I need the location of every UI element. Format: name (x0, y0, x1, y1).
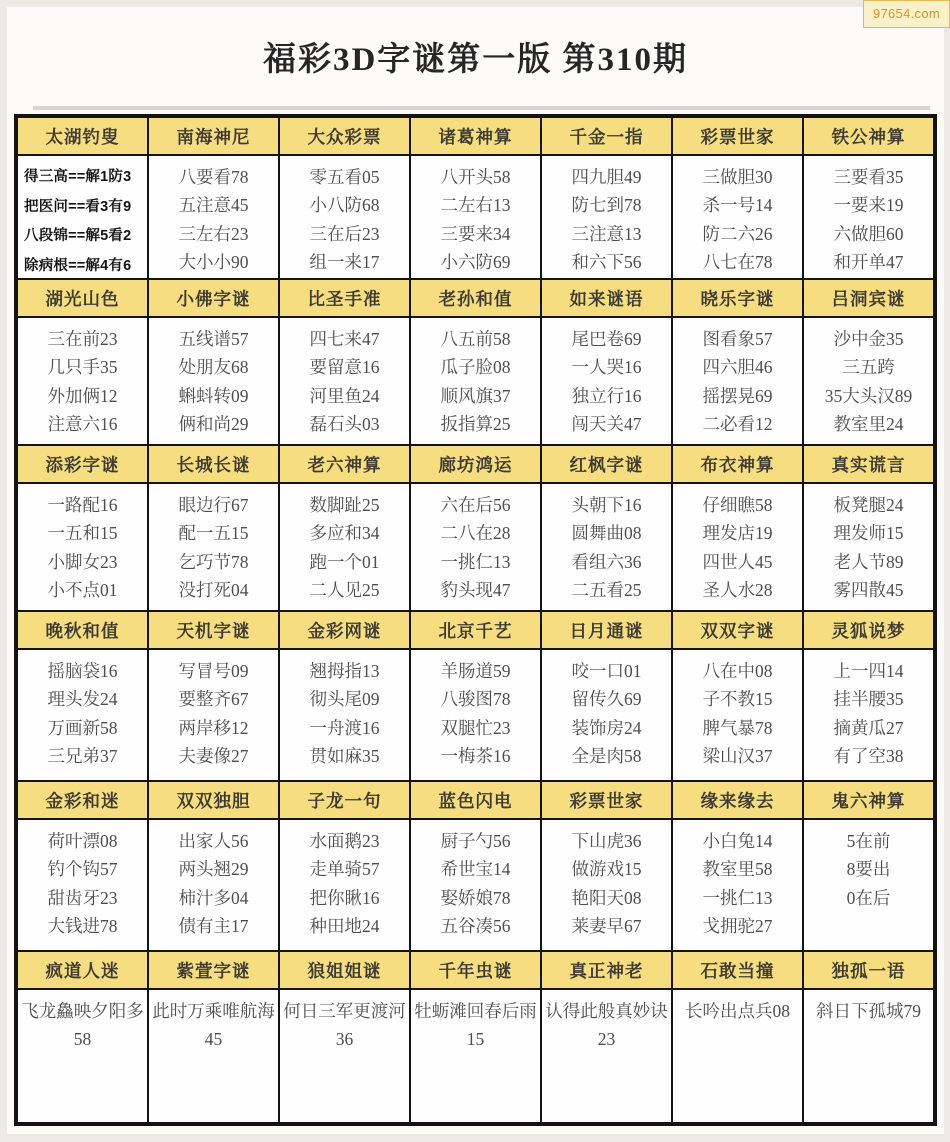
cell-title: 鬼六神算 (803, 781, 934, 819)
riddle-line: 顺风旗37 (440, 385, 511, 406)
riddle-line: 要留意16 (309, 357, 380, 378)
title-divider (33, 106, 930, 110)
riddle-line: 把你瞅16 (309, 887, 380, 908)
cell-title: 北京千艺 (410, 611, 541, 649)
cell-content (279, 155, 410, 279)
table-section (17, 951, 934, 1123)
cell-title: 金彩和迷 (17, 781, 148, 819)
cell-content (803, 483, 934, 611)
cell-content (279, 819, 410, 951)
riddle-line: 八七在78 (702, 252, 773, 273)
riddle-line: 仔细瞧58 (702, 495, 773, 515)
riddle-line: 种田地24 (309, 916, 380, 937)
watermark-badge: 97654.com (863, 0, 950, 28)
riddle-line: 做游戏15 (571, 859, 642, 880)
riddle-line: 柿汁多04 (178, 887, 249, 908)
riddle-line: 看组六36 (571, 551, 642, 572)
cell-title: 缘来缘去 (672, 781, 803, 819)
riddle-line: 娶娇娘78 (440, 887, 511, 908)
cell-content (148, 317, 279, 445)
cell-content (410, 649, 541, 781)
riddle-line: 三兄弟37 (47, 746, 118, 767)
cell-title: 双双独胆 (148, 781, 279, 819)
riddle-line: 没打死04 (178, 580, 249, 601)
riddle-line: 二必看12 (702, 414, 773, 435)
riddle-line: 四六胆46 (702, 357, 773, 378)
riddle-line: 四九胆49 (571, 167, 642, 187)
cell-title: 比圣手准 (279, 279, 410, 317)
cell-content (279, 317, 410, 445)
riddle-line: 认得此般真妙诀23 (545, 1001, 668, 1050)
riddle-line: 教室里24 (833, 414, 904, 435)
riddle-line: 二八在28 (440, 523, 511, 544)
riddle-line: 夫妻像27 (178, 746, 249, 767)
riddle-line: 教室里58 (702, 859, 773, 880)
riddle-line: 把医问==看3有9 (24, 198, 132, 215)
riddle-line: 摘黄瓜27 (833, 717, 904, 738)
cell-content (17, 649, 148, 781)
riddle-line: 闯天关47 (571, 414, 642, 435)
riddle-line: 注意六16 (47, 414, 118, 435)
riddle-line: 钓个钩57 (47, 859, 118, 880)
cell-content (803, 317, 934, 445)
riddle-line: 长吟出点兵08 (685, 1001, 790, 1021)
riddle-line: 豹头现47 (440, 580, 511, 601)
cell-content (541, 155, 672, 279)
riddle-line: 四七来47 (309, 329, 380, 349)
cell-content (672, 155, 803, 279)
riddle-line: 磊石头03 (309, 414, 380, 435)
riddle-line: 多应和34 (309, 523, 380, 544)
riddle-line: 子不教15 (702, 689, 773, 710)
riddle-line: 债有主17 (178, 916, 249, 937)
cell-title: 晚秋和值 (17, 611, 148, 649)
cell-title: 老孙和值 (410, 279, 541, 317)
riddle-line: 厨子勺56 (440, 831, 511, 851)
riddle-line: 跑一个01 (309, 551, 380, 572)
riddle-line: 一路配16 (47, 495, 118, 515)
cell-content (541, 989, 672, 1123)
riddle-line: 数脚趾25 (309, 495, 380, 515)
riddle-line: 八段锦==解5看2 (24, 228, 132, 245)
riddle-line: 万画新58 (47, 717, 118, 738)
riddle-line: 配一五15 (178, 523, 249, 544)
riddle-line: 六做胆60 (833, 223, 904, 244)
cell-content (410, 989, 541, 1123)
riddle-line: 得三高==解1防3 (24, 169, 132, 185)
riddle-line: 零五看05 (309, 167, 380, 187)
riddle-line: 眼边行67 (178, 495, 249, 515)
riddle-line: 瓜子脸08 (440, 357, 511, 378)
riddle-line: 一舟渡16 (309, 717, 380, 738)
cell-content (803, 649, 934, 781)
cell-content (803, 989, 934, 1123)
riddle-line: 双腿忙23 (440, 717, 511, 738)
riddle-line: 要整齐67 (178, 689, 249, 710)
riddle-line: 杀一号14 (702, 195, 773, 216)
cell-title: 老六神算 (279, 445, 410, 483)
riddle-line: 河里鱼24 (309, 385, 380, 406)
cell-title: 双双字谜 (672, 611, 803, 649)
riddle-line: 留传久69 (571, 689, 642, 710)
riddle-line: 35大头汉89 (824, 385, 913, 406)
riddle-line: 希世宝14 (440, 859, 511, 880)
riddle-line: 两头翘29 (178, 859, 249, 880)
cell-content (279, 649, 410, 781)
riddle-line: 牡蛎滩回春后雨15 (414, 1001, 537, 1050)
cell-content (672, 989, 803, 1123)
cell-title: 晓乐字谜 (672, 279, 803, 317)
cell-content (541, 317, 672, 445)
riddle-line: 5在前 (846, 831, 891, 851)
cell-content (17, 155, 148, 279)
riddle-line: 六在后56 (440, 495, 511, 515)
riddle-line: 理头发24 (47, 689, 118, 710)
cell-title: 铁公神算 (803, 117, 934, 155)
riddle-line: 五谷凑56 (440, 916, 511, 937)
riddle-line: 板凳腿24 (833, 495, 904, 515)
riddle-line: 脾气暴78 (702, 717, 773, 738)
riddle-line: 五线谱57 (178, 329, 249, 349)
cell-title: 长城长谜 (148, 445, 279, 483)
cell-title: 真实谎言 (803, 445, 934, 483)
riddle-line: 大钱进78 (47, 916, 118, 937)
cell-title: 千年虫谜 (410, 951, 541, 989)
cell-title: 太湖钓叟 (17, 117, 148, 155)
table-section (17, 781, 934, 951)
cell-content (803, 819, 934, 951)
riddle-line: 三注意13 (571, 223, 642, 244)
cell-content (148, 649, 279, 781)
cell-content (410, 819, 541, 951)
riddle-line: 斜日下孤城79 (816, 1001, 921, 1021)
cell-title: 廊坊鸿运 (410, 445, 541, 483)
cell-title: 添彩字谜 (17, 445, 148, 483)
riddle-line: 三要看35 (833, 167, 904, 187)
riddle-line: 三在前23 (47, 329, 118, 349)
table-section (17, 117, 934, 279)
riddle-line: 梁山汉37 (702, 746, 773, 767)
cell-content (541, 483, 672, 611)
cell-title: 南海神尼 (148, 117, 279, 155)
cell-content (17, 317, 148, 445)
cell-content (148, 819, 279, 951)
cell-content (17, 819, 148, 951)
riddle-line: 下山虎36 (571, 831, 642, 851)
riddle-line: 八在中08 (702, 661, 773, 681)
riddle-line: 翘拇指13 (309, 661, 380, 681)
riddle-line: 摇摆晃69 (702, 385, 773, 406)
riddle-line: 尾巴卷69 (571, 329, 642, 349)
riddle-line: 二人见25 (309, 580, 380, 601)
riddle-line: 大小小90 (178, 252, 249, 273)
riddle-line: 荷叶漂08 (47, 831, 118, 851)
riddle-line: 甜齿牙23 (47, 887, 118, 908)
cell-title: 蓝色闪电 (410, 781, 541, 819)
cell-title: 独孤一语 (803, 951, 934, 989)
riddle-line: 一五和15 (47, 523, 118, 544)
cell-content (803, 155, 934, 279)
riddle-line: 写冒号09 (178, 661, 249, 681)
cell-content (672, 819, 803, 951)
riddle-line: 三在后23 (309, 223, 380, 244)
riddle-line: 独立行16 (571, 385, 642, 406)
cell-title: 湖光山色 (17, 279, 148, 317)
cell-content (672, 317, 803, 445)
riddle-line: 小白兔14 (702, 831, 773, 851)
cell-content (148, 483, 279, 611)
riddle-line: 八骏图78 (440, 689, 511, 710)
cell-content (17, 989, 148, 1123)
riddle-line: 老人节89 (833, 551, 904, 572)
riddle-line: 挂半腰35 (833, 689, 904, 710)
cell-title: 灵狐说梦 (803, 611, 934, 649)
riddle-line: 贯如麻35 (309, 746, 380, 767)
riddle-line: 蝌蚪转09 (178, 385, 249, 406)
riddle-line: 上一四14 (833, 661, 904, 681)
riddle-line: 四世人45 (702, 551, 773, 572)
riddle-line: 和六下56 (571, 252, 642, 273)
cell-content (541, 649, 672, 781)
table-section (17, 279, 934, 445)
cell-content (672, 483, 803, 611)
riddle-line: 小不点01 (47, 580, 118, 601)
cell-content (541, 819, 672, 951)
cell-title: 紫萱字谜 (148, 951, 279, 989)
riddle-line: 8要出 (846, 859, 891, 880)
riddle-line: 圣人水28 (702, 580, 773, 601)
riddle-line: 一梅茶16 (440, 746, 511, 767)
cell-title: 大众彩票 (279, 117, 410, 155)
riddle-line: 二左右13 (440, 195, 511, 216)
riddle-line: 咬一口01 (571, 661, 642, 681)
riddle-line: 组一来17 (309, 252, 380, 273)
riddle-line: 理发店19 (702, 523, 773, 544)
table-section (17, 445, 934, 611)
riddle-line: 飞龙鱻映夕阳多58 (21, 1001, 144, 1050)
cell-title: 布衣神算 (672, 445, 803, 483)
cell-title: 石敢当撞 (672, 951, 803, 989)
riddle-line: 俩和尚29 (178, 414, 249, 435)
cell-content (672, 649, 803, 781)
riddle-line: 一挑仁13 (440, 551, 511, 572)
cell-title: 天机字谜 (148, 611, 279, 649)
riddle-line: 处朋友68 (178, 357, 249, 378)
riddle-line: 何日三军更渡河36 (283, 1001, 406, 1050)
riddle-line: 有了空38 (833, 746, 904, 767)
cell-title: 彩票世家 (541, 781, 672, 819)
riddle-line: 莱妻早67 (571, 916, 642, 937)
riddle-line: 防七到78 (571, 195, 642, 216)
riddle-line: 和开单47 (833, 252, 904, 273)
table-section (17, 611, 934, 781)
riddle-line: 理发师15 (833, 523, 904, 544)
riddle-line: 三左右23 (178, 223, 249, 244)
cell-title: 日月通谜 (541, 611, 672, 649)
cell-title: 吕洞宾谜 (803, 279, 934, 317)
riddle-line: 小六防69 (440, 252, 511, 273)
riddle-line: 摇脑袋16 (47, 661, 118, 681)
cell-title: 红枫字谜 (541, 445, 672, 483)
riddle-line: 小八防68 (309, 195, 380, 216)
riddle-line: 外加俩12 (47, 385, 118, 406)
riddle-line: 头朝下16 (571, 495, 642, 515)
cell-title: 疯道人迷 (17, 951, 148, 989)
cell-title: 诸葛神算 (410, 117, 541, 155)
cell-content (17, 483, 148, 611)
riddle-line: 防二六26 (702, 223, 773, 244)
cell-content (148, 989, 279, 1123)
riddle-line: 扳指算25 (440, 414, 511, 435)
riddle-line: 乞巧节78 (178, 551, 249, 572)
page-title: 福彩3D字谜第一版 第310期 (262, 42, 689, 78)
cell-content (410, 155, 541, 279)
cell-content (410, 483, 541, 611)
riddle-line: 全是肉58 (571, 746, 642, 767)
riddle-line: 戈拥驼27 (702, 916, 773, 937)
riddle-line: 出家人56 (178, 831, 249, 851)
cell-title: 如来谜语 (541, 279, 672, 317)
cell-content (279, 483, 410, 611)
riddle-line: 三要来34 (440, 223, 511, 244)
riddle-line: 八要看78 (178, 167, 249, 187)
cell-title: 金彩网谜 (279, 611, 410, 649)
riddle-line: 八开头58 (440, 167, 511, 187)
cell-content (410, 317, 541, 445)
riddle-line: 彻头尾09 (309, 689, 380, 710)
riddle-line: 羊肠道59 (440, 661, 511, 681)
riddle-line: 八五前58 (440, 329, 511, 349)
cell-content (148, 155, 279, 279)
riddle-line: 除病根==解4有6 (24, 258, 132, 275)
riddle-line: 艳阳天08 (571, 887, 642, 908)
cell-title: 狼姐姐谜 (279, 951, 410, 989)
riddle-line: 两岸移12 (178, 717, 249, 738)
riddle-line: 几只手35 (47, 357, 118, 378)
cell-title: 真正神老 (541, 951, 672, 989)
cell-title: 子龙一句 (279, 781, 410, 819)
riddle-line: 水面鹅23 (309, 831, 380, 851)
riddle-line: 五注意45 (178, 195, 249, 216)
riddle-line: 沙中金35 (833, 329, 904, 349)
riddle-line: 一要来19 (833, 195, 904, 216)
content-panel (7, 7, 944, 1134)
riddle-line: 此时万乘唯航海45 (152, 1001, 275, 1050)
riddle-line: 一挑仁13 (702, 887, 773, 908)
riddle-line: 二五看25 (571, 580, 642, 601)
cell-title: 千金一指 (541, 117, 672, 155)
puzzle-table (14, 114, 937, 1126)
riddle-line: 三做胆30 (702, 167, 773, 187)
riddle-line: 三五跨 (842, 357, 895, 378)
riddle-line: 圆舞曲08 (571, 523, 642, 544)
riddle-line: 图看象57 (702, 329, 773, 349)
cell-title: 小佛字谜 (148, 279, 279, 317)
riddle-line: 装饰房24 (571, 717, 642, 738)
riddle-line: 一人哭16 (571, 357, 642, 378)
riddle-line: 雾四散45 (833, 580, 904, 601)
riddle-line: 走单骑57 (309, 859, 380, 880)
cell-title: 彩票世家 (672, 117, 803, 155)
riddle-line: 小脚女23 (47, 551, 118, 572)
riddle-line: 0在后 (846, 887, 891, 908)
cell-content (279, 989, 410, 1123)
